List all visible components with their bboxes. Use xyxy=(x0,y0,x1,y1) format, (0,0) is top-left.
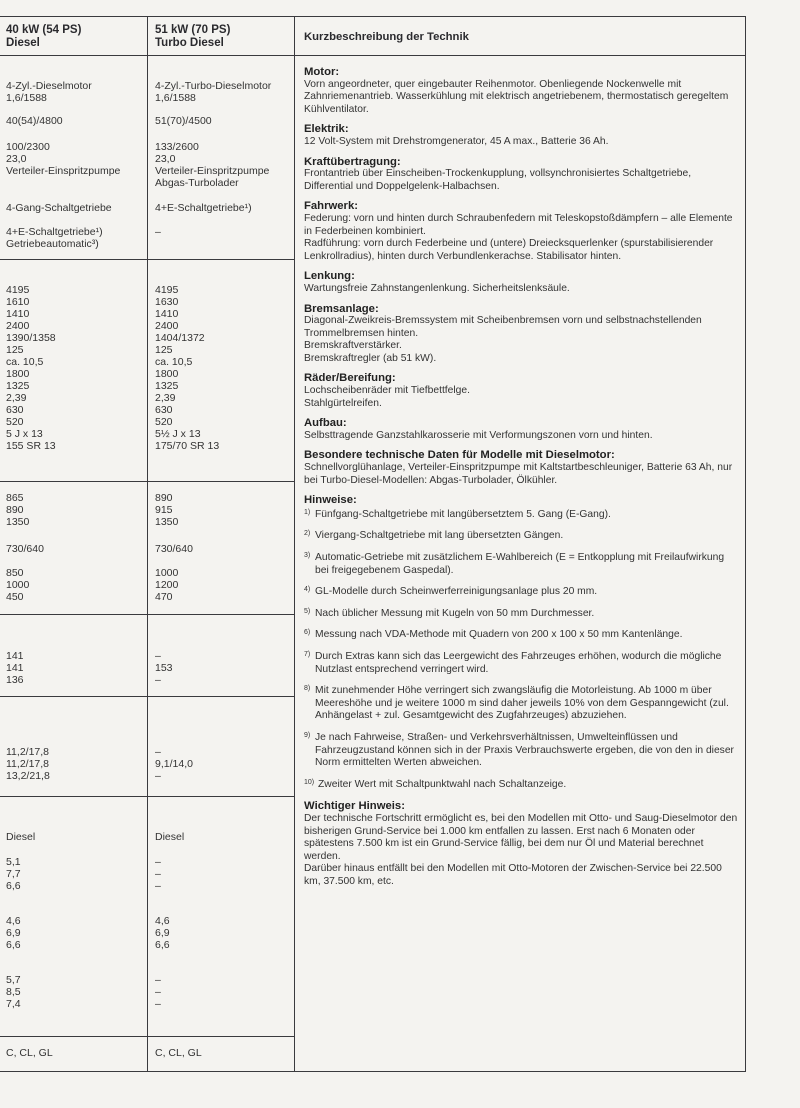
dimension-list: 4195 1610 1410 2400 1390/1358 125 ca. 10,5 1800 1325 2,39 630 520 5 J x 13 155 SR 13 xyxy=(6,284,56,452)
section-text: Wartungsfreie Zahnstangenlenkung. Sicherheitslenksäule. xyxy=(304,282,570,294)
injection: Verteiler-Einspritzpumpe xyxy=(6,165,121,177)
accel-list: – 9,1/14,0 – xyxy=(155,746,193,782)
footnote: 4) GL-Modelle durch Scheinwerferreinigungsanlage plus 20 mm. xyxy=(304,586,598,598)
section-text: Der technische Fortschritt ermöglicht es, bei den Modellen mit Otto- und Saug-Dieselmotor den bisherigen Grund-Service bei 1.000 km entfallen zu lassen. Erst nach 6 Monaten oder spätestens 7.500 km ist ein Grund-Service fällig, bei dem nur Öl und Material berechnet werden. xyxy=(304,812,738,862)
section-text: Darüber hinaus entfällt bei den Modellen mit Otto-Motoren der Zwischen-Service bei 22.500 km, 37.500 km, etc. xyxy=(304,863,722,887)
footnote: 9) Je nach Fahrweise, Straßen- und Verkehrsverhältnissen, Umwelteinflüssen und Fahrzeugzustand können sich in der Praxis Verbrauchswerte ergeben, die von den in dieser Norm ermittelten Werten abweichen. xyxy=(304,731,734,769)
power: 40(54)/4800 xyxy=(6,115,63,127)
col1-header: 40 kW (54 PS) Diesel xyxy=(6,24,82,49)
section-text: Federung: vorn und hinten durch Schraubenfedern mit Teleskopstoßdämpfern – alle Elemente in Federbeinen kombiniert. xyxy=(304,212,733,237)
footnote: 7) Durch Extras kann sich das Leergewicht des Fahrzeuges erhöhen, wodurch die mögliche Nutzlast entsprechend verringert wird. xyxy=(304,650,722,675)
section-heading: Bremsanlage: xyxy=(304,302,379,315)
trailer-list: 1000 1200 470 xyxy=(155,567,179,603)
section-rule xyxy=(0,259,294,260)
section-text: Lochscheibenräder mit Tiefbettfelge. xyxy=(304,385,470,397)
fuel: Diesel xyxy=(155,831,185,843)
engine: 4-Zyl.-Dieselmotor xyxy=(6,80,92,92)
section-aufbau xyxy=(304,417,738,442)
weight-list: 865 890 1350 xyxy=(6,492,30,528)
footnote: 6) Messung nach VDA-Methode mit Quadern von 200 x 100 x 50 mm Kantenlänge. xyxy=(304,629,683,641)
turbo: Abgas-Turbolader xyxy=(155,177,239,189)
gearbox-option: 4+E-Schaltgetriebe¹) xyxy=(6,226,103,238)
weight-list: 890 915 1350 xyxy=(155,492,179,528)
section-text: Selbsttragende Ganzstahlkarosserie mit Verformungszonen vorn und hinten. xyxy=(304,429,653,441)
displacement: 1,6/1588 xyxy=(155,92,196,104)
footnote: 3) Automatic-Getriebe mit zusätzlichem E-Wahlbereich (E = Entkopplung mit Freilaufwirkung bei freigegebenem Gaspedal). xyxy=(304,552,725,576)
consumption-list: 5,7 8,5 7,4 xyxy=(6,974,21,1010)
section-lenkung xyxy=(304,270,738,295)
speed-list: – 153 – xyxy=(155,650,173,686)
consumption-list: – – – xyxy=(155,856,161,892)
dimension-list: 4195 1630 1410 2400 1404/1372 125 ca. 10,5 1800 1325 2,39 630 520 5½ J x 13 175/70 SR 13 xyxy=(155,284,220,452)
section-text: Vorn angeordneter, quer eingebauter Reihenmotor. Obenliegende Nockenwelle mit Zahnriemenantrieb. Wasserkühlung mit elektrisch angetriebenem, thermostatisch geregeltem Kühlventilator. xyxy=(304,78,729,115)
col3-header: Kurzbeschreibung der Technik xyxy=(304,31,469,43)
consumption-list: 4,6 6,9 6,6 xyxy=(155,915,170,951)
speed-list: 141 141 136 xyxy=(6,650,24,686)
section-text: Bremskraftverstärker. xyxy=(304,340,402,352)
section-text: Radführung: vorn durch Federbeine und (untere) Dreiecksquerlenker (spurstabilisierender Lenkrollradius), hinten durch Verbundlenkerachse. Stabilisator hinten. xyxy=(304,238,714,262)
column-divider xyxy=(147,17,148,1071)
power: 51(70)/4500 xyxy=(155,115,212,127)
gearbox: 4-Gang-Schaltgetriebe xyxy=(6,202,112,214)
gearbox-option: – xyxy=(155,226,161,238)
section-elektrik xyxy=(304,123,738,148)
section-text: Frontantrieb über Einscheiben-Trockenkupplung, vollsynchronisiertes Schaltgetriebe, Differential und Doppelgelenk-Halbachsen. xyxy=(304,168,692,192)
engine: 4-Zyl.-Turbo-Dieselmotor xyxy=(155,80,272,92)
section-heading: Kraftübertragung: xyxy=(304,155,401,168)
consumption-list: 5,1 7,7 6,6 xyxy=(6,856,21,892)
section-diesel xyxy=(304,449,738,487)
section-text: Bremskraftregler (ab 51 kW). xyxy=(304,352,437,364)
gearbox: 4+E-Schaltgetriebe¹) xyxy=(155,202,252,214)
section-raeder xyxy=(304,372,738,410)
column-divider xyxy=(294,17,295,1071)
section-heading: Motor: xyxy=(304,66,340,78)
roof-load: 730/640 xyxy=(155,543,193,555)
compression: 23,0 xyxy=(6,153,27,165)
injection: Verteiler-Einspritzpumpe xyxy=(155,165,270,177)
section-text: Diagonal-Zweikreis-Bremssystem mit Scheibenbremsen vorn und selbstnachstellenden Trommelbremsen hinten. xyxy=(304,315,702,339)
section-text: 12 Volt-System mit Drehstromgenerator, 45 A max., Batterie 36 Ah. xyxy=(304,135,609,147)
footnote: 1) Fünfgang-Schaltgetriebe mit langübersetztem 5. Gang (E-Gang). xyxy=(304,508,611,520)
fuel: Diesel xyxy=(6,831,36,843)
compression: 23,0 xyxy=(155,153,176,165)
header-rule xyxy=(0,55,745,56)
footnote: 10) Zweiter Wert mit Schaltpunktwahl nach Schaltanzeige. xyxy=(304,778,567,790)
section-hinweise xyxy=(304,494,738,791)
models: C, CL, GL xyxy=(155,1047,202,1059)
consumption-list: 4,6 6,9 6,6 xyxy=(6,915,21,951)
displacement: 1,6/1588 xyxy=(6,92,47,104)
section-heading: Aufbau: xyxy=(304,417,347,430)
section-motor xyxy=(304,66,738,116)
section-wichtiger-hinweis xyxy=(304,800,738,888)
gearbox-option: Getriebeautomatic³) xyxy=(6,238,99,250)
section-kraftuebertragung xyxy=(304,156,738,194)
section-heading: Wichtiger Hinweis: xyxy=(304,800,405,813)
footnote: 5) Nach üblicher Messung mit Kugeln von 50 mm Durchmesser. xyxy=(304,607,595,619)
consumption-list: – – – xyxy=(155,974,161,1010)
section-rule xyxy=(0,696,294,697)
models: C, CL, GL xyxy=(6,1047,53,1059)
section-heading: Besondere technische Daten für Modelle mit Dieselmotor: xyxy=(304,449,615,462)
section-text: Schnellvorglühanlage, Verteiler-Einspritzpumpe mit Kaltstartbeschleuniger, Batterie 63 Ah, nur bei Turbo-Diesel-Modellen: Abgas-Turbolader, Ölkühler. xyxy=(304,462,733,486)
accel-list: 11,2/17,8 11,2/17,8 13,2/21,8 xyxy=(6,746,50,782)
technical-description xyxy=(304,66,738,895)
section-rule xyxy=(0,614,294,615)
roof-load: 730/640 xyxy=(6,543,44,555)
section-text: Stahlgürtelreifen. xyxy=(304,397,382,409)
section-heading: Fahrwerk: xyxy=(304,200,358,213)
section-heading: Elektrik: xyxy=(304,123,349,136)
torque: 100/2300 xyxy=(6,141,50,153)
footnote: 8) Mit zunehmender Höhe verringert sich zwangsläufig die Motorleistung. Ab 1000 m über Meereshöhe und je weitere 1000 m sind daher jeweils 10% von dem Gespanngewicht (zul. Anhängelast + zul. Gesamtgewicht des Zugfahrzeuges) abzuziehen. xyxy=(304,685,729,722)
section-heading: Räder/Bereifung: xyxy=(304,372,396,385)
section-fahrwerk xyxy=(304,200,738,263)
col2-header: 51 kW (70 PS) Turbo Diesel xyxy=(155,24,231,49)
footnote: 2) Viergang-Schaltgetriebe mit lang übersetzten Gängen. xyxy=(304,530,564,542)
section-rule xyxy=(0,796,294,797)
section-bremsanlage xyxy=(304,303,738,366)
trailer-list: 850 1000 450 xyxy=(6,567,30,603)
torque: 133/2600 xyxy=(155,141,199,153)
section-rule xyxy=(0,1036,294,1037)
section-heading: Hinweise: xyxy=(304,494,357,507)
section-heading: Lenkung: xyxy=(304,270,355,283)
section-rule xyxy=(0,481,294,482)
